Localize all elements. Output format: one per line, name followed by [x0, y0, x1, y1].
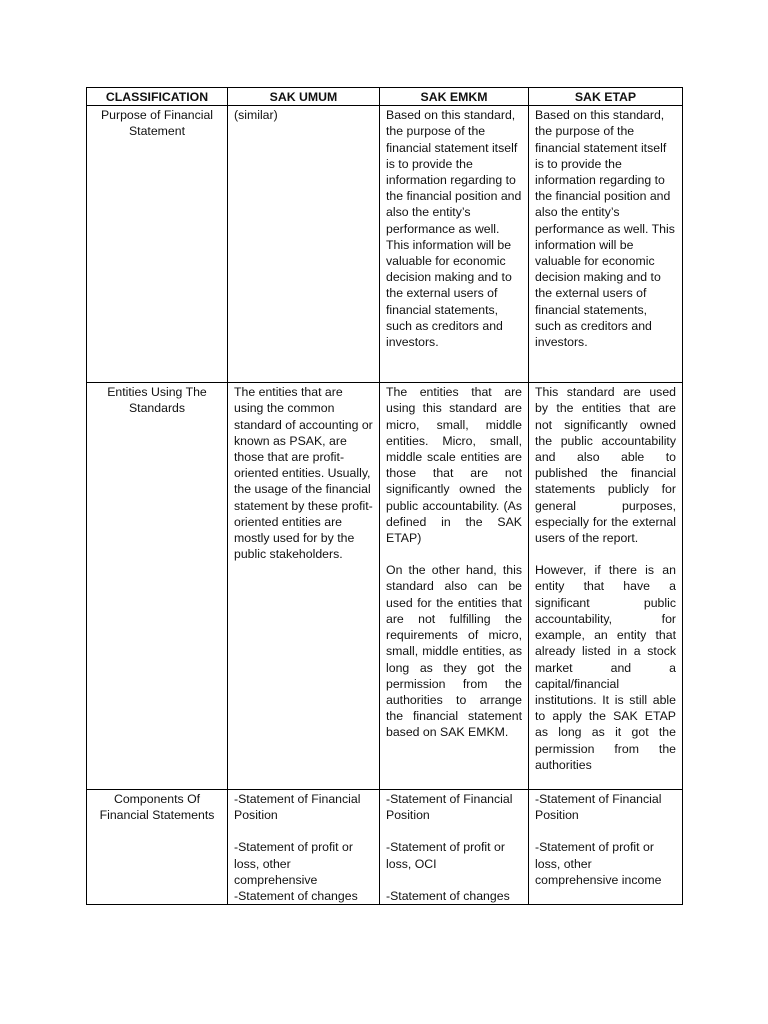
cell-paragraph-1: This standard are used by the entities that are not significantly owned the public accountability and also able to published the financial statements publicly for general purposes, especially for the external users of the report.: [535, 385, 676, 546]
list-item: -Statement of Financial Position: [234, 791, 361, 823]
cell-text: Based on this standard, the purpose of the financial statement itself is to provide the information regarding to the financial position and also the entity’s performance as well. This information will be valuable for economic decision making and to the external users of financial statements, such as creditors and investors.: [386, 108, 522, 350]
list-item: -Statement of profit or loss, OCI: [386, 840, 505, 871]
cell-paragraph-2: On the other hand, this standard also can be used for the entities that are not fulfilling the requirements of micro, small, middle entities, as long as they got the permission from the authorities to arrange the financial statement based on SAK EMKM.: [386, 563, 522, 740]
header-sak-emkm: SAK EMKM: [380, 88, 529, 106]
header-classification: CLASSIFICATION: [87, 88, 228, 106]
cell-text: (similar): [234, 108, 278, 123]
list-item: -Statement of profit or loss, other comprehensive: [234, 840, 353, 887]
cell-text: The entities that are using the common standard of accounting or known as PSAK, are those that are profit-oriented entities. Usually, the usage of the financial statement by these profit-oriented entities are mostly used for by the public stakeholders.: [234, 385, 373, 562]
table-row: [87, 106, 683, 383]
cell-sak-emkm: [380, 383, 529, 790]
comparison-table: [86, 87, 683, 905]
table-row: [87, 383, 683, 790]
classification-label: Entities Using The Standards: [107, 385, 207, 416]
cell-sak-umum: [228, 789, 380, 904]
table-row: [87, 789, 683, 904]
cell-sak-etap: [529, 789, 683, 904]
cell-spacer: [386, 350, 522, 366]
cell-sak-emkm: [380, 789, 529, 904]
cell-spacer: [535, 773, 676, 789]
list-item: -Statement of changes: [234, 888, 358, 903]
row-classification: [87, 106, 228, 383]
cell-sak-etap: [529, 383, 683, 790]
list-item: -Statement of Financial Position: [386, 791, 513, 823]
cell-sak-umum: [228, 383, 380, 790]
cell-spacer: [386, 546, 522, 562]
cell-text: Based on this standard, the purpose of the financial statement itself is to provide the information regarding to the financial position and also the entity’s performance as well. This information will be valuable for economic decision making and to the external users of financial statements, such as creditors and investors.: [535, 108, 675, 350]
list-item: -Statement of changes: [386, 888, 510, 903]
list-item: -Statement of Financial Position: [535, 791, 662, 823]
cell-sak-emkm: [380, 106, 529, 383]
cell-spacer: [535, 546, 676, 562]
list-item: -Statement of profit or loss, other comprehensive income: [535, 840, 662, 887]
cell-paragraph-2: However, if there is an entity that have a significant public accountability, for example, an entity that already listed in a stock market and a capital/financial institutions. It is still able to apply the SAK ETAP as long as it got the permission from the authorities: [535, 563, 676, 772]
cell-sak-etap: [529, 106, 683, 383]
header-sak-etap: SAK ETAP: [529, 88, 683, 106]
classification-label: Purpose of Financial Statement: [100, 108, 214, 139]
classification-label: Components Of Financial Statements: [99, 791, 215, 823]
row-classification: [87, 789, 228, 904]
cell-paragraph-1: The entities that are using this standard are micro, small, middle entities. Micro, small, middle scale entities are those that are not significantly owned the public accountability. (As defined in the SAK ETAP): [386, 385, 522, 546]
row-classification: [87, 383, 228, 790]
cell-spacer: [386, 366, 522, 382]
header-sak-umum: SAK UMUM: [228, 88, 380, 106]
header-row: [87, 88, 683, 106]
cell-sak-umum: [228, 106, 380, 383]
